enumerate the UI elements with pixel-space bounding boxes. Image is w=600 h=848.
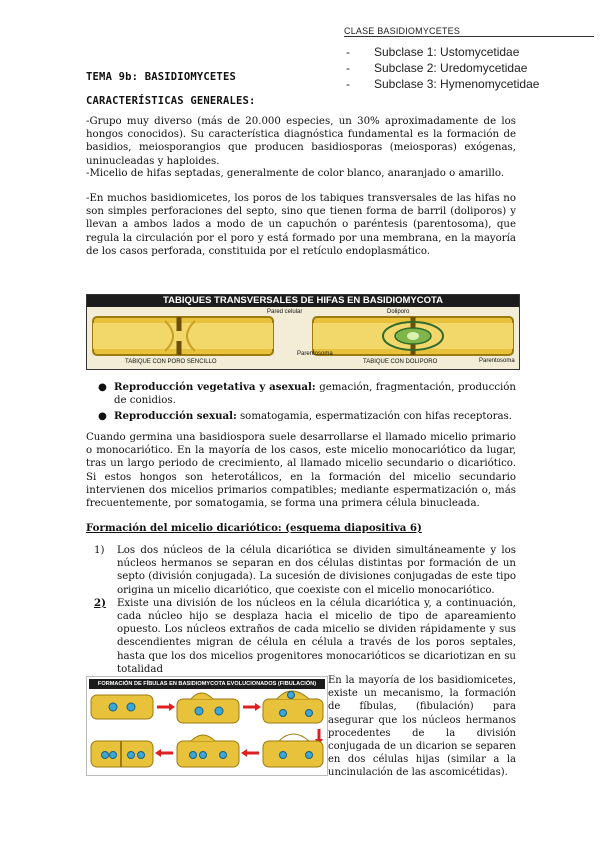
subclass-list [346,44,539,92]
list-item: 1) Los dos núcleos de la célula dicariótica se dividen simultáneamente y los núcleos hermanos se separan en dos células distintas por formación de un septo (división conjugada). La sucesión de divisiones conjugadas de este tipo origina un micelio dicariótico, que coexiste con el micelio monocariótico. [94,545,516,596]
label-parentosoma-left: Parentosoma [297,351,333,357]
label-pared-celular: Pared celular [267,309,303,315]
caption-dolipore: TABIQUE CON DOLIPORO [363,359,438,365]
list-item: 2) Existe una división de los núcleos en la célula dicariótica y, a continuación, cada núcleo hijo se desplaza hacia el micelio de tipo de apareamiento opuesto. Los núcleos extraños de cada micelio se dividen rápidamente y sus descendientes migran de célula en célula a través de los poros septales, hasta que los dos micelios progenitores monocarióticos se dicariotizan en su totalidad [94,596,516,675]
figure-fibulas-title: FORMACIÓN DE FÍBULAS EN BASIDIOMYCOTA EVOLUCIONADOS (FIBULACIÓN) [89,679,325,689]
paragraph-fibulas: En la mayoría de los basidiomicetes, existe un mecanismo, la formación de fíbulas, (fibulación) para asegurar que los núcleos hermanos procedentes de la división conjugada de un dicarion se separen en dos células hijas (similar a la uncinulación de las ascomicétidas). [328,675,516,779]
bullet-icon: ● [98,411,107,423]
figure-fibulas [86,676,328,776]
section-heading: CARACTERÍSTICAS GENERALES: [86,95,256,107]
page-title: TEMA 9b: BASIDIOMYCETES [86,71,236,83]
paragraph-doliporos: -En muchos basidiomicetes, los poros de los tabiques transversales de las hifas no son simples perforaciones del septo, sino que tienen forma de barril (doliporos) y llevan a ambos lados a modo de un capuchón o paréntesis (parentosoma), que regula la circulación por el poro y está formado por una membrana, en la mayoría de los casos perforada, constituida por el retículo endoplasmático. [86,193,516,257]
paragraph-intro: -Grupo muy diverso (más de 20.000 especies, un 30% aproximadamente de los hongos conocidos). Su característica diagnóstica fundamental es la formación de basidios, meiosporangios que producen basidiosporas (meiosporas) exógenas, uninucleadas y haploides. [86,116,516,167]
paragraph-micelio-primario: Cuando germina una basidiospora suele desarrollarse el llamado micelio primario o monocariótico. En la mayoría de los casos, este micelio monocariótico da lugar, tras un largo periodo de crecimiento, al llamado micelio secundario o dicariótico. Si estos hongos son heterotálicos, en la formación del micelio secundario intervienen dos micelios primarios compatibles; mediante espermatización o, más frecuentemente, por somatogamia, se forma una primera célula binucleada. [86,432,516,510]
subclass-box [336,22,600,104]
section-title-dicariotico: Formación del micelio dicariótico: (esquema diapositiva 6) [86,522,422,534]
figure-septa-title: TABIQUES TRANSVERSALES DE HIFAS EN BASIDIOMYCOTA [87,295,519,307]
list-item: ● Reproducción sexual: somatogamia, espermatización con hifas receptoras. [98,410,513,423]
bullet-icon: ● [98,382,107,393]
figure-septa [86,294,520,370]
list-item: ● Reproducción vegetativa y asexual: gemación, fragmentación, producción de conidios. [98,381,516,407]
steps-list [86,544,516,676]
subclass-box-title: CLASE BASIDIOMYCETES [344,26,461,36]
label-parentosoma-right: Parentosoma [479,358,515,364]
subclass-item: - Subclase 2: Uredomycetidae [346,61,528,75]
reproduction-list [86,381,516,424]
paragraph-micelio: -Micelio de hifas septadas, generalmente de color blanco, anaranjado o amarillo. [86,168,505,179]
label-doliporo: Doliporo [387,309,410,315]
caption-simple-pore: TABIQUE CON PORO SENCILLO [125,359,217,365]
subclass-box-divider [344,36,594,37]
subclass-item: - Subclase 1: Ustomycetidae [346,45,520,59]
subclass-item: - Subclase 3: Hymenomycetidae [346,77,540,91]
fibulas-illustration [87,689,327,775]
